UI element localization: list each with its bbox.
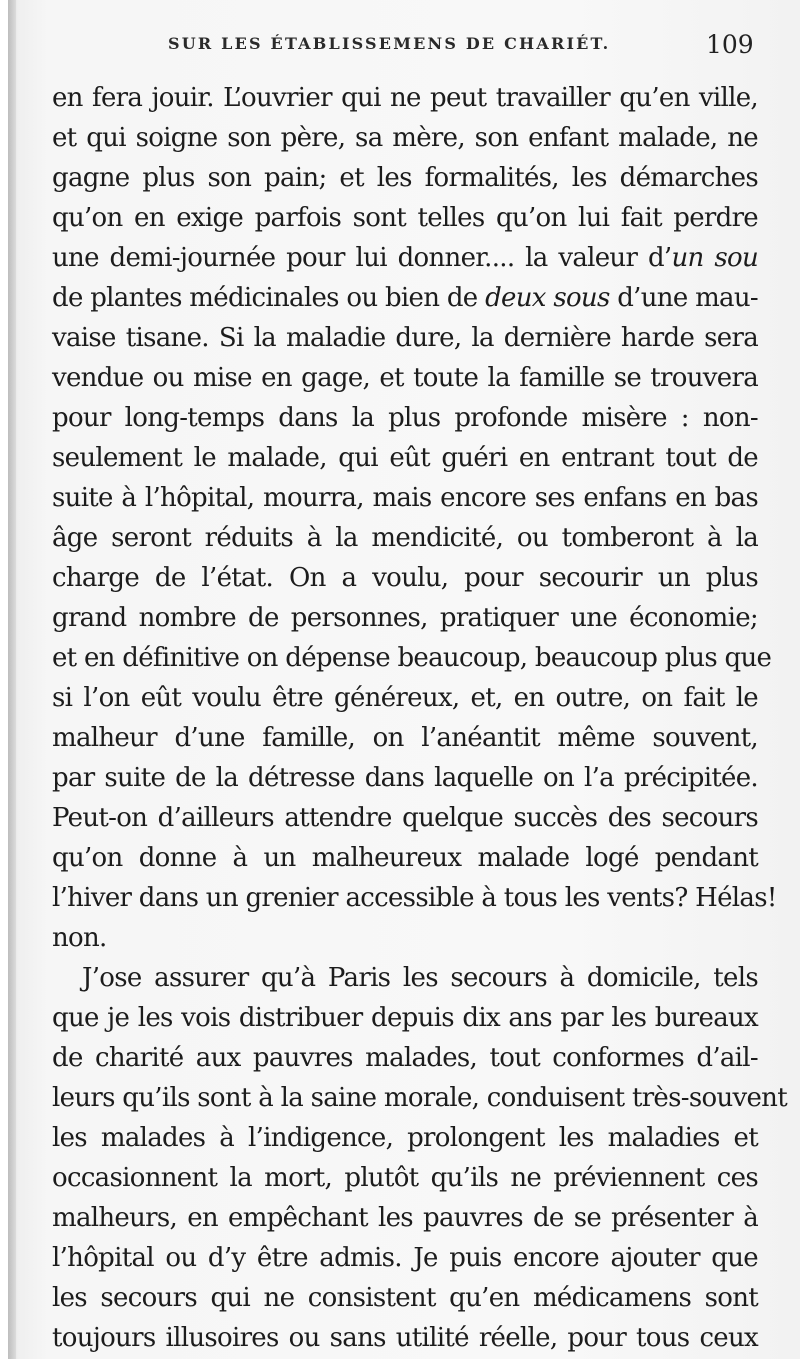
text-line: les secours qui ne consistent qu’en médicamens sont [52,1283,758,1313]
text-line: occasionnent la mort, plutôt qu’ils ne préviennent ces [52,1163,758,1193]
text-line: charge de l’état. On a voulu, pour secourir un plus [52,563,758,593]
text-line: malheurs, en empêchant les pauvres de se présenter à [52,1203,758,1233]
text-line: qu’on en exige parfois sont telles qu’on lui fait perdre [52,203,758,233]
text-line: si l’on eût voulu être généreux, et, en outre, on fait le [52,683,758,713]
text-line [52,278,758,318]
text-line: pour long-temps dans la plus profonde misère : non- [52,403,758,433]
text-line: J’ose assurer qu’à Paris les secours à domicile, tels [82,963,758,993]
text-line: vendue ou mise en gage, et toute la famille se trouvera [52,363,758,393]
text-line: et en définitive on dépense beaucoup, beaucoup plus que [52,643,772,673]
text-line: toujours illusoires ou sans utilité réelle, pour tous ceux [52,1323,758,1353]
text-line: Peut-on d’ailleurs attendre quelque succès des secours [52,803,758,833]
text-line: qu’on donne à un malheureux malade logé pendant [52,843,758,873]
text-line: en fera jouir. L’ouvrier qui ne peut travailler qu’en ville, [52,83,758,113]
text-line: âge seront réduits à la mendicité, ou tomberont à la [52,523,758,553]
text-line: l’hiver dans un grenier accessible à tous les vents? Hélas! [52,883,777,913]
text-line: par suite de la détresse dans laquelle on l’a précipitée. [52,763,758,793]
text-line: gagne plus son pain; et les formalités, les démarches [52,163,758,193]
text-line [52,238,758,278]
text-line: de charité aux pauvres malades, tout conformes d’ail- [52,1043,758,1073]
italic-phrase: un sou [671,243,758,273]
text-segment: de plantes médicinales ou bien de [52,283,486,313]
page-number: 109 [706,30,754,59]
text-line: seulement le malade, qui eût guéri en entrant tout de [52,443,758,473]
text-line: malheur d’une famille, on l’anéantit même souvent, [52,723,758,753]
italic-phrase: deux sous [485,283,610,313]
page-gutter-shadow [8,0,16,1359]
running-head: SUR LES ÉTABLISSEMENS DE CHARIÉT. [168,34,611,53]
text-segment: une demi-journée pour lui donner.... la valeur d’ [52,243,672,273]
text-segment: d’une mau- [609,283,758,313]
text-line: que je les vois distribuer depuis dix ans par les bureaux [52,1003,758,1033]
text-line: et qui soigne son père, sa mère, son enfant malade, ne [52,123,758,153]
text-line: leurs qu’ils sont à la saine morale, conduisent très-souvent [52,1083,787,1113]
text-line: non. [52,923,107,953]
text-line: vaise tisane. Si la maladie dure, la dernière harde sera [52,323,758,353]
text-line: grand nombre de personnes, pratiquer une économie; [52,603,758,633]
text-line: les malades à l’indigence, prolongent les maladies et [52,1123,758,1153]
text-line: l’hôpital ou d’y être admis. Je puis encore ajouter que [52,1243,758,1273]
text-line: suite à l’hôpital, mourra, mais encore ses enfans en bas [52,483,758,513]
